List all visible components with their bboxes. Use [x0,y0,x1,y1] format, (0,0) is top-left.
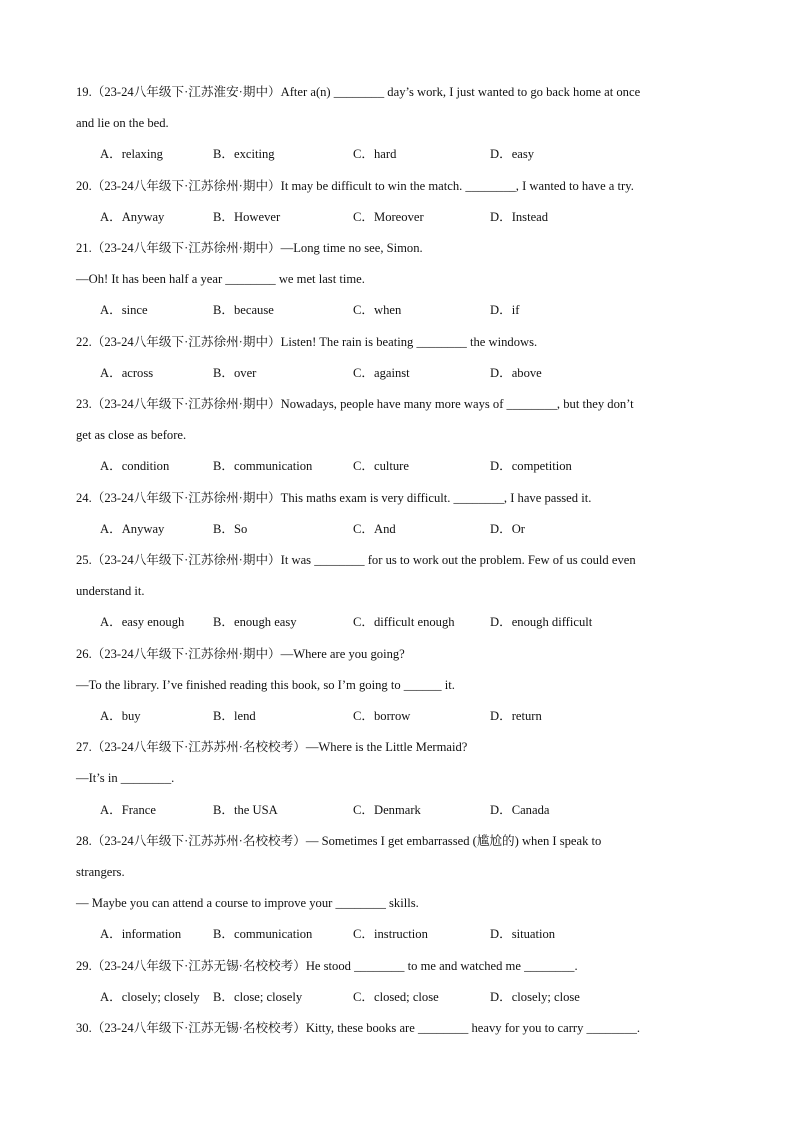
option-c[interactable]: C．against [353,365,410,380]
question-stem-continuation: —To the library. I’ve finished reading this book, so I’m going to ______ it. [76,677,455,692]
question-stem-continuation: understand it. [76,584,145,599]
option-d[interactable]: D．enough difficult [490,615,593,630]
option-d[interactable]: D．Instead [490,209,549,224]
option-c[interactable]: C．Denmark [353,802,421,817]
option-d[interactable]: D．situation [490,927,556,942]
option-b[interactable]: B．However [213,209,281,224]
option-d[interactable]: D．above [490,365,542,380]
answer-options [100,209,740,225]
option-c[interactable]: C．when [353,303,402,318]
option-a[interactable]: A．buy [100,709,141,723]
answer-options [100,365,740,381]
option-c[interactable]: C．Moreover [353,209,424,224]
question-stem: 29.（23-24八年级下·江苏无锡·名校校考）He stood ________ to me and watched me ________. [76,958,578,973]
question-stem-continuation: —It’s in ________. [76,771,175,786]
option-a[interactable]: A．information [100,927,182,942]
option-a[interactable]: A．easy enough [100,615,185,630]
option-a[interactable]: A．across [100,365,154,380]
question-stem: 28.（23-24八年级下·江苏苏州·名校校考）— Sometimes I get embarrassed (尴尬的) when I speak to [76,833,602,848]
answer-options [100,614,740,630]
option-a[interactable]: A．Anyway [100,209,165,224]
option-d[interactable]: D．Canada [490,802,550,817]
question-stem: 30.（23-24八年级下·江苏无锡·名校校考）Kitty, these books are ________ heavy for you to carry ________. [76,1021,641,1035]
question-stem-continuation: and lie on the bed. [76,116,169,131]
question-stem-continuation: strangers. [76,865,125,879]
option-c[interactable]: C．closed; close [353,989,439,1004]
question-stem-continuation: —Oh! It has been half a year ________ we met last time. [76,272,365,287]
option-b[interactable]: B．the USA [213,802,278,817]
answer-options [100,146,740,162]
option-c[interactable]: C．instruction [353,927,428,942]
answer-options [100,302,740,318]
question-stem-continuation: get as close as before. [76,428,187,443]
option-b[interactable]: B．exciting [213,147,275,162]
answer-options [100,521,740,537]
option-a[interactable]: A．France [100,802,156,817]
option-d[interactable]: D．Or [490,521,525,536]
option-b[interactable]: B．communication [213,927,313,942]
option-a[interactable]: A．relaxing [100,147,163,162]
option-a[interactable]: A．Anyway [100,521,165,536]
option-c[interactable]: C．borrow [353,709,411,723]
answer-options [100,458,740,474]
answer-options [100,708,740,724]
option-d[interactable]: D．return [490,709,542,723]
question-stem: 21.（23-24八年级下·江苏徐州·期中）—Long time no see, Simon. [76,241,423,255]
option-b[interactable]: B．So [213,521,248,536]
answer-options [100,926,740,942]
question-stem: 22.（23-24八年级下·江苏徐州·期中）Listen! The rain is beating ________ the windows. [76,334,538,349]
option-a[interactable]: A．since [100,303,148,318]
question-stem: 24.（23-24八年级下·江苏徐州·期中）This maths exam is very difficult. ________, I have passed it. [76,490,592,505]
option-c[interactable]: C．difficult enough [353,615,455,630]
option-b[interactable]: B．enough easy [213,615,297,630]
option-b[interactable]: B．communication [213,459,313,474]
option-a[interactable]: A．condition [100,459,170,474]
question-stem: 27.（23-24八年级下·江苏苏州·名校校考）—Where is the Little Mermaid? [76,740,468,755]
option-c[interactable]: C．hard [353,147,397,162]
answer-options [100,802,740,818]
question-stem: 26.（23-24八年级下·江苏徐州·期中）—Where are you going? [76,646,405,661]
question-stem: 25.（23-24八年级下·江苏徐州·期中）It was ________ for us to work out the problem. Few of us could even [76,553,636,567]
question-stem: 19.（23-24八年级下·江苏淮安·期中）After a(n) ________ day’s work, I just wanted to go back home at once [76,85,641,99]
option-b[interactable]: B．lend [213,709,256,723]
option-c[interactable]: C．culture [353,459,409,474]
question-stem: 23.（23-24八年级下·江苏徐州·期中）Nowadays, people have many more ways of ________, but they don’t [76,397,634,411]
option-b[interactable]: B．over [213,365,257,380]
option-d[interactable]: D．competition [490,459,572,474]
question-stem-continuation: — Maybe you can attend a course to improve your ________ skills. [76,896,419,911]
option-a[interactable]: A．closely; closely [100,989,200,1004]
option-b[interactable]: B．close; closely [213,989,303,1004]
option-d[interactable]: D．if [490,303,520,318]
option-b[interactable]: B．because [213,303,274,318]
question-stem: 20.（23-24八年级下·江苏徐州·期中）It may be difficult to win the match. ________, I wanted to have a try. [76,178,634,193]
option-d[interactable]: D．closely; close [490,989,580,1004]
answer-options [100,989,740,1005]
option-d[interactable]: D．easy [490,147,535,162]
option-c[interactable]: C．And [353,521,396,536]
